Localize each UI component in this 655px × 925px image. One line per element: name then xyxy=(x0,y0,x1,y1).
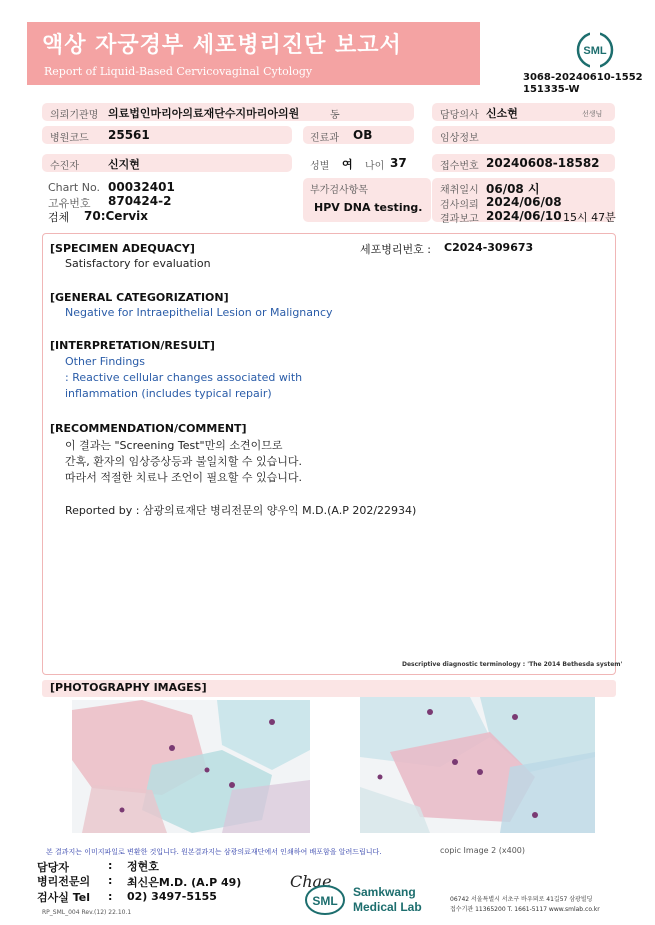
general-heading: [GENERAL CATEGORIZATION] xyxy=(50,291,229,304)
sml-logo-text: SML xyxy=(583,45,607,57)
general-text: Negative for Intraepithelial Lesion or Malignancy xyxy=(65,306,333,319)
samkwang-logo-icon xyxy=(304,884,346,916)
hospital-code-value: 25561 xyxy=(108,128,150,142)
result-value: 2024/06/10 xyxy=(486,209,562,223)
doctor-value: 신소현 xyxy=(486,107,518,120)
test-date-value: 2024/06/08 xyxy=(486,195,562,209)
path-number-label: 세포병리번호 : xyxy=(360,243,431,256)
chart-value: 00032401 xyxy=(108,180,175,194)
patient-value: 신지현 xyxy=(108,158,140,171)
recommendation-heading: [RECOMMENDATION/COMMENT] xyxy=(50,422,247,435)
pathologist-label: 병리전문의 xyxy=(37,875,91,888)
institution-suffix: 동 xyxy=(330,110,340,121)
tel-value: 02) 3497-5155 xyxy=(127,890,217,903)
department-value: OB xyxy=(353,128,373,142)
institution-value: 의료법인마리아의료재단수지마리아의원 xyxy=(108,107,300,120)
result-time: 15시 47분 xyxy=(563,211,616,224)
patient-pill xyxy=(42,154,292,172)
adequacy-text: Satisfactory for evaluation xyxy=(65,257,211,270)
sex-label: 성별 xyxy=(310,161,330,172)
photo-heading: [PHOTOGRAPHY IMAGES] xyxy=(50,681,207,694)
sml-logo-icon xyxy=(576,31,614,69)
recommendation-text-2: 간혹, 환자의 임상증상등과 불일치할 수 있습니다. xyxy=(65,455,302,468)
addtest-label: 부가검사항목 xyxy=(310,185,368,196)
signature: Chae xyxy=(290,872,332,891)
interpretation-text-2: : Reactive cellular changes associated with xyxy=(65,371,303,384)
report-subtitle: Report of Liquid-Based Cervicovaginal Cytology xyxy=(44,65,313,78)
hospital-code-label: 병원코드 xyxy=(50,133,89,144)
interpretation-text-3: inflammation (includes typical repair) xyxy=(65,387,272,400)
samkwang-logo-text: SML xyxy=(312,894,338,908)
test-date-label: 검사의뢰 xyxy=(440,200,479,211)
recommendation-text-1: 이 결과는 "Screening Test"만의 소견이므로 xyxy=(65,439,283,452)
terminology-note: Descriptive diagnostic terminology : 'The 2014 Bethesda system' xyxy=(402,661,623,668)
interpretation-text-1: Other Findings xyxy=(65,355,146,368)
cytology-image-1 xyxy=(72,700,310,833)
pathologist-colon: : xyxy=(108,874,113,887)
collect-label: 채취일시 xyxy=(440,185,479,196)
sex-value: 여 xyxy=(342,158,353,171)
tel-label: 검사실 Tel xyxy=(37,891,90,904)
lab-address-2: 접수기관 11365200 T. 1661-5117 www.smlab.co.kr xyxy=(450,906,600,913)
report-number-line2: 151335-W xyxy=(523,84,580,95)
report-title: 액상 자궁경부 세포병리진단 보고서 xyxy=(42,33,402,58)
age-label: 나이 xyxy=(365,161,385,172)
tel-colon: : xyxy=(108,890,113,903)
cytology-image-1-drawing xyxy=(72,700,310,833)
path-number-value: C2024-309673 xyxy=(444,241,534,254)
receipt-label: 접수번호 xyxy=(440,161,479,172)
report-number-line1: 3068-20240610-1552 xyxy=(523,72,643,83)
clinical-info-label: 임상정보 xyxy=(440,133,479,144)
specimen-label: 검체 xyxy=(48,211,70,224)
image-2-caption: copic Image 2 (x400) xyxy=(440,846,526,855)
receipt-value: 20240608-18582 xyxy=(486,156,600,170)
form-code: RP_SML_004 Rev.(12) 22.10.1 xyxy=(42,909,132,916)
adequacy-heading: [SPECIMEN ADEQUACY] xyxy=(50,242,195,255)
report-number xyxy=(523,72,643,96)
lab-address-1: 06742 서울특별시 서초구 바우뫼로 41길57 삼광빌딩 xyxy=(450,896,593,903)
patient-label: 수진자 xyxy=(50,161,79,172)
addtest-value: HPV DNA testing. xyxy=(314,201,423,214)
doctor-label: 담당의사 xyxy=(440,110,479,121)
manager-label: 담당자 xyxy=(37,861,69,874)
recommendation-text-3: 따라서 적절한 치료나 조언이 필요할 수 있습니다. xyxy=(65,471,302,484)
unique-value: 870424-2 xyxy=(108,194,172,208)
department-label: 진료과 xyxy=(310,133,339,144)
print-disclaimer: 본 결과지는 이미지파일로 변환한 것입니다. 원본결과지는 삼광의료재단에서 인쇄하여 배포함을 알려드립니다. xyxy=(46,848,382,856)
chart-label: Chart No. xyxy=(48,181,100,194)
manager-value: 정현호 xyxy=(127,860,159,873)
unique-label: 고유번호 xyxy=(48,197,91,210)
cytology-image-2-drawing xyxy=(360,697,595,833)
cytology-image-2 xyxy=(360,697,595,833)
collect-value: 06/08 시 xyxy=(486,182,540,196)
reported-by: Reported by : 삼광의료재단 병리전문의 양우익 M.D.(A.P 202/22934) xyxy=(65,504,417,517)
lab-name-1: Samkwang xyxy=(353,885,416,899)
doctor-note: 선생님 xyxy=(582,110,603,118)
lab-name-2: Medical Lab xyxy=(353,900,422,914)
specimen-value: 70:Cervix xyxy=(84,209,149,223)
result-label: 결과보고 xyxy=(440,214,479,225)
interpretation-heading: [INTERPRETATION/RESULT] xyxy=(50,339,215,352)
age-value: 37 xyxy=(390,156,407,170)
pathologist-value: 최신은M.D. (A.P 49) xyxy=(127,876,242,889)
manager-colon: : xyxy=(108,859,113,872)
institution-label: 의뢰기관명 xyxy=(50,110,99,121)
